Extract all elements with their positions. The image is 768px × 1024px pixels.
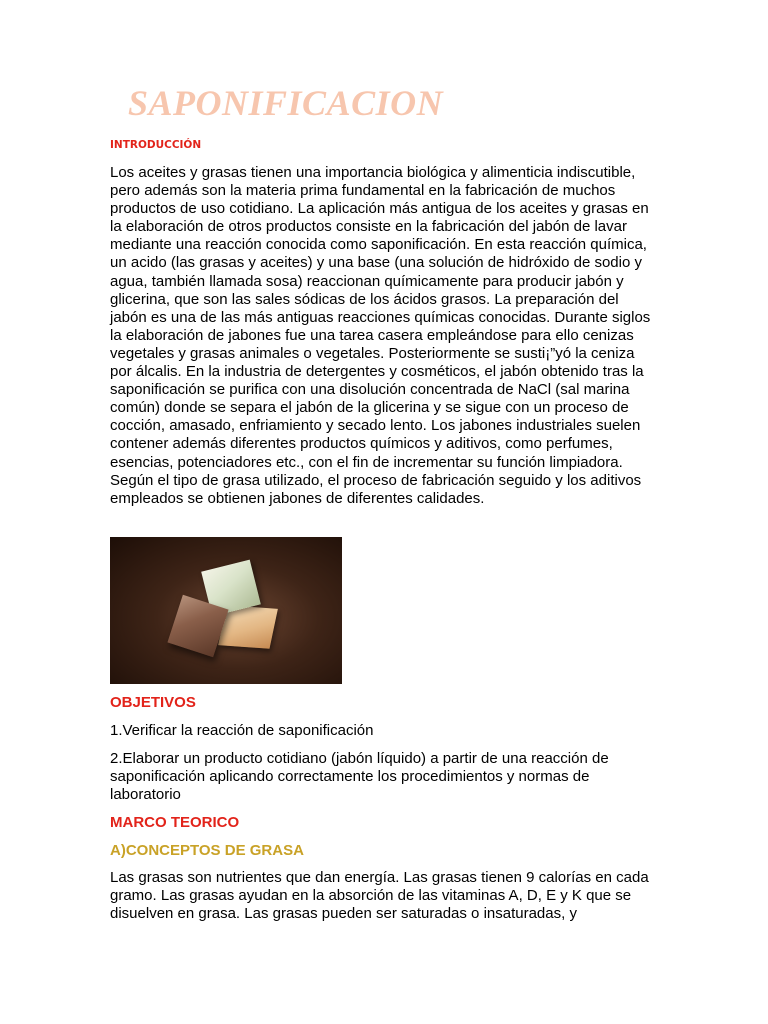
soap-bars-photo xyxy=(110,537,342,684)
objetivo-2: 2.Elaborar un producto cotidiano (jabón líquido) a partir de una reacción de saponificación aplicando correctamente los procedimientos y normas de laboratorio xyxy=(110,750,609,804)
intro-paragraph: Los aceites y grasas tienen una importancia biológica y alimenticia indiscutible, pero además son la materia prima fundamental en la fabricación de muchos productos de uso cotidiano. La aplicación más antigua de los aceites y grasas en la elaboración de otros productos consiste en la fabricación del jabón de lavar mediante una reacción conocida como saponificación. En esta reacción química, un acido (las grasas y aceites) y una base (una solución de hidróxido de sodio y agua, también llamada sosa) reaccionan químicamente para producir jabón y glicerina, que son las sales sódicas de los ácidos grasos. La preparación del jabón es una de las más antiguas reacciones químicas conocidas. Durante siglos la elaboración de jabones fue una tarea casera empleándose para ello cenizas vegetales y grasas animales o vegetales. Posteriormente se susti¡”yó la ceniza por álcalis. En la industria de detergentes y cosméticos, el jabón obtenido tras la saponificación se purifica con una disolución concentrada de NaCl (sal marina común) donde se separa el jabón de la glicerina y se sigue con un proceso de cocción, amasado, enfriamiento y secado lento. Los jabones industriales suelen contener además diferentes productos químicos y aditivos, como perfumes, esencias, potenciadores etc., con el fin de incrementar su función limpiadora. Según el tipo de grasa utilizado, el proceso de fabricación seguido y los aditivos empleados se obtienen jabones de diferentes calidades. xyxy=(110,164,651,507)
document-title: SAPONIFICACION xyxy=(128,83,444,123)
conceptos-grasa-heading: A)CONCEPTOS DE GRASA xyxy=(110,842,304,859)
intro-heading: INTRODUCCIÓN xyxy=(110,139,202,151)
objetivo-1: 1.Verificar la reacción de saponificación xyxy=(110,722,374,739)
marco-teorico-heading: MARCO TEORICO xyxy=(110,814,240,831)
objetivos-heading: OBJETIVOS xyxy=(110,694,196,711)
grasa-paragraph: Las grasas son nutrientes que dan energía. Las grasas tienen 9 calorías en cada gramo. Las grasas ayudan en la absorción de las vitaminas A, D, E y K que se disuelven en grasa. Las grasas pueden ser saturadas o insaturadas, y xyxy=(110,869,649,923)
